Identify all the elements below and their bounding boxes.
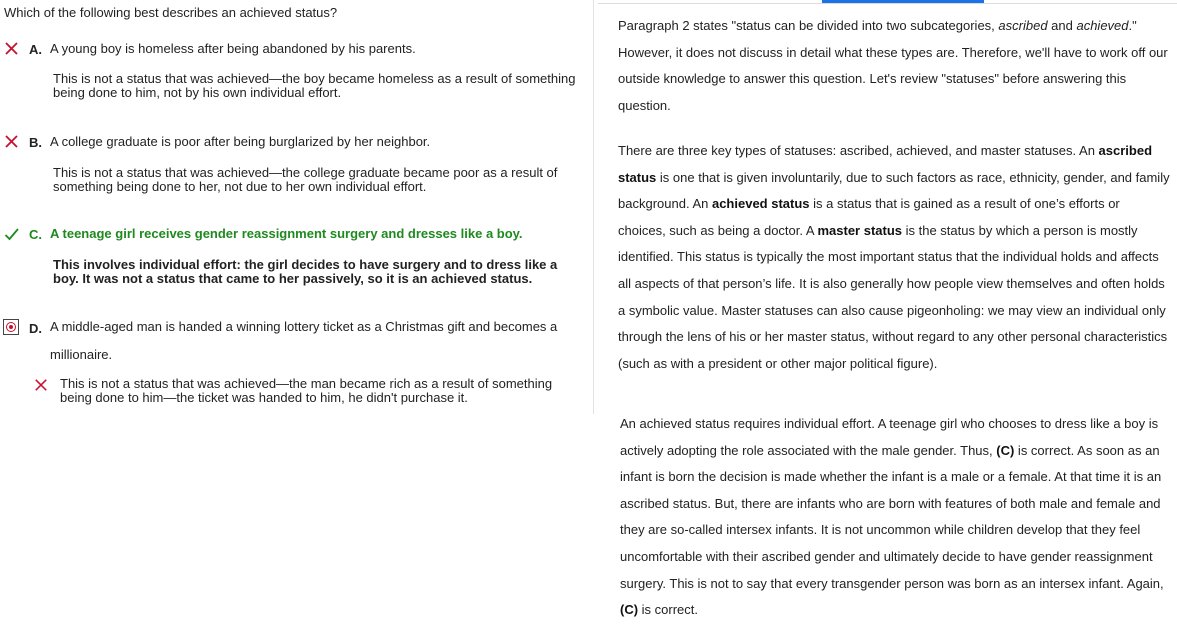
choice-a[interactable] [0, 40, 590, 100]
choice-text: A college graduate is poor after being burglarized by her neighbor. [50, 134, 431, 149]
choice-text: A middle-aged man is handed a winning lottery ticket as a Christmas gift and becomes a millionaire. [50, 319, 558, 362]
x-icon [34, 378, 48, 392]
explanation-paragraph-3: An achieved status requires individual effort. A teenage girl who chooses to dress like a boy is actively adopting the role associated with the male gender. Thus, (C) is correct. As soon as an infant is born the decision is made whether the infant is a male or a female. At that time it is an ascribed status. But, there are infants who are born with features of both male and female and they are so-called intersex infants. It is not uncommon while children develop that they feel uncomfortable with their ascribed gender and ultimately decide to have gender reassignment surgery. This is not to say that every transgender person was born as an intersex infant. Again, (C) is correct. [620, 416, 1164, 618]
choice-letter: B. [29, 135, 42, 150]
explanation-pane [598, 0, 1177, 636]
selected-radio-icon[interactable] [3, 319, 19, 335]
pane-divider [593, 0, 594, 414]
choice-explanation: This is not a status that was achieved—the college graduate became poor as a result of something being done to her, not due to her own individual effort. [53, 165, 558, 194]
x-icon [4, 40, 20, 58]
choice-d[interactable] [0, 319, 590, 405]
explanation-top-rule [598, 3, 1177, 4]
choice-text: A young boy is homeless after being abandoned by his parents. [50, 41, 416, 56]
choice-letter: A. [29, 42, 42, 57]
choice-letter: D. [29, 321, 42, 336]
choice-explanation: This is not a status that was achieved—the man became rich as a result of something being done to him—the ticket was handed to him, he didn't purchase it. [60, 376, 553, 405]
choice-explanation: This involves individual effort: the girl decides to have surgery and to dress like a boy. It was not a status that came to her passively, so it is an achieved status. [53, 257, 558, 286]
explanation-paragraph-2: There are three key types of statuses: ascribed, achieved, and master statuses. An ascribed status is one that is given involuntarily, due to such factors as race, ethnicity, gender, and family background. An achieved status is a status that is gained as a result of one’s efforts or choices, such as being a doctor. A master status is the status by which a person is mostly identified. This status is typically the most important status that the individual holds and affects all aspects of that person’s life. It is also generally how people view themselves and often holds a symbolic value. Master statuses can also cause pigeonholing: we may view an individual only through the lens of his or her master status, without regard to any other personal characteristics (such as with a president or other major political figure). [618, 143, 1170, 371]
choice-c[interactable] [0, 225, 590, 286]
choice-text: A teenage girl receives gender reassignment surgery and dresses like a boy. [50, 226, 523, 241]
choice-explanation: This is not a status that was achieved—the boy became homeless as a result of something being done to him, not by his own individual effort. [53, 71, 576, 100]
check-icon [4, 225, 20, 243]
explanation-paragraph-1: Paragraph 2 states "status can be divided into two subcategories, ascribed and achieved." However, it does not discuss in detail what these types are. Therefore, we'll have to work off our outside knowledge to answer this question. Let's review "statuses" before answering this question. [618, 18, 1168, 113]
choice-b[interactable] [0, 133, 590, 194]
x-icon [4, 133, 20, 151]
choice-letter: C. [29, 227, 42, 242]
question-text: Which of the following best describes an achieved status? [4, 5, 338, 20]
